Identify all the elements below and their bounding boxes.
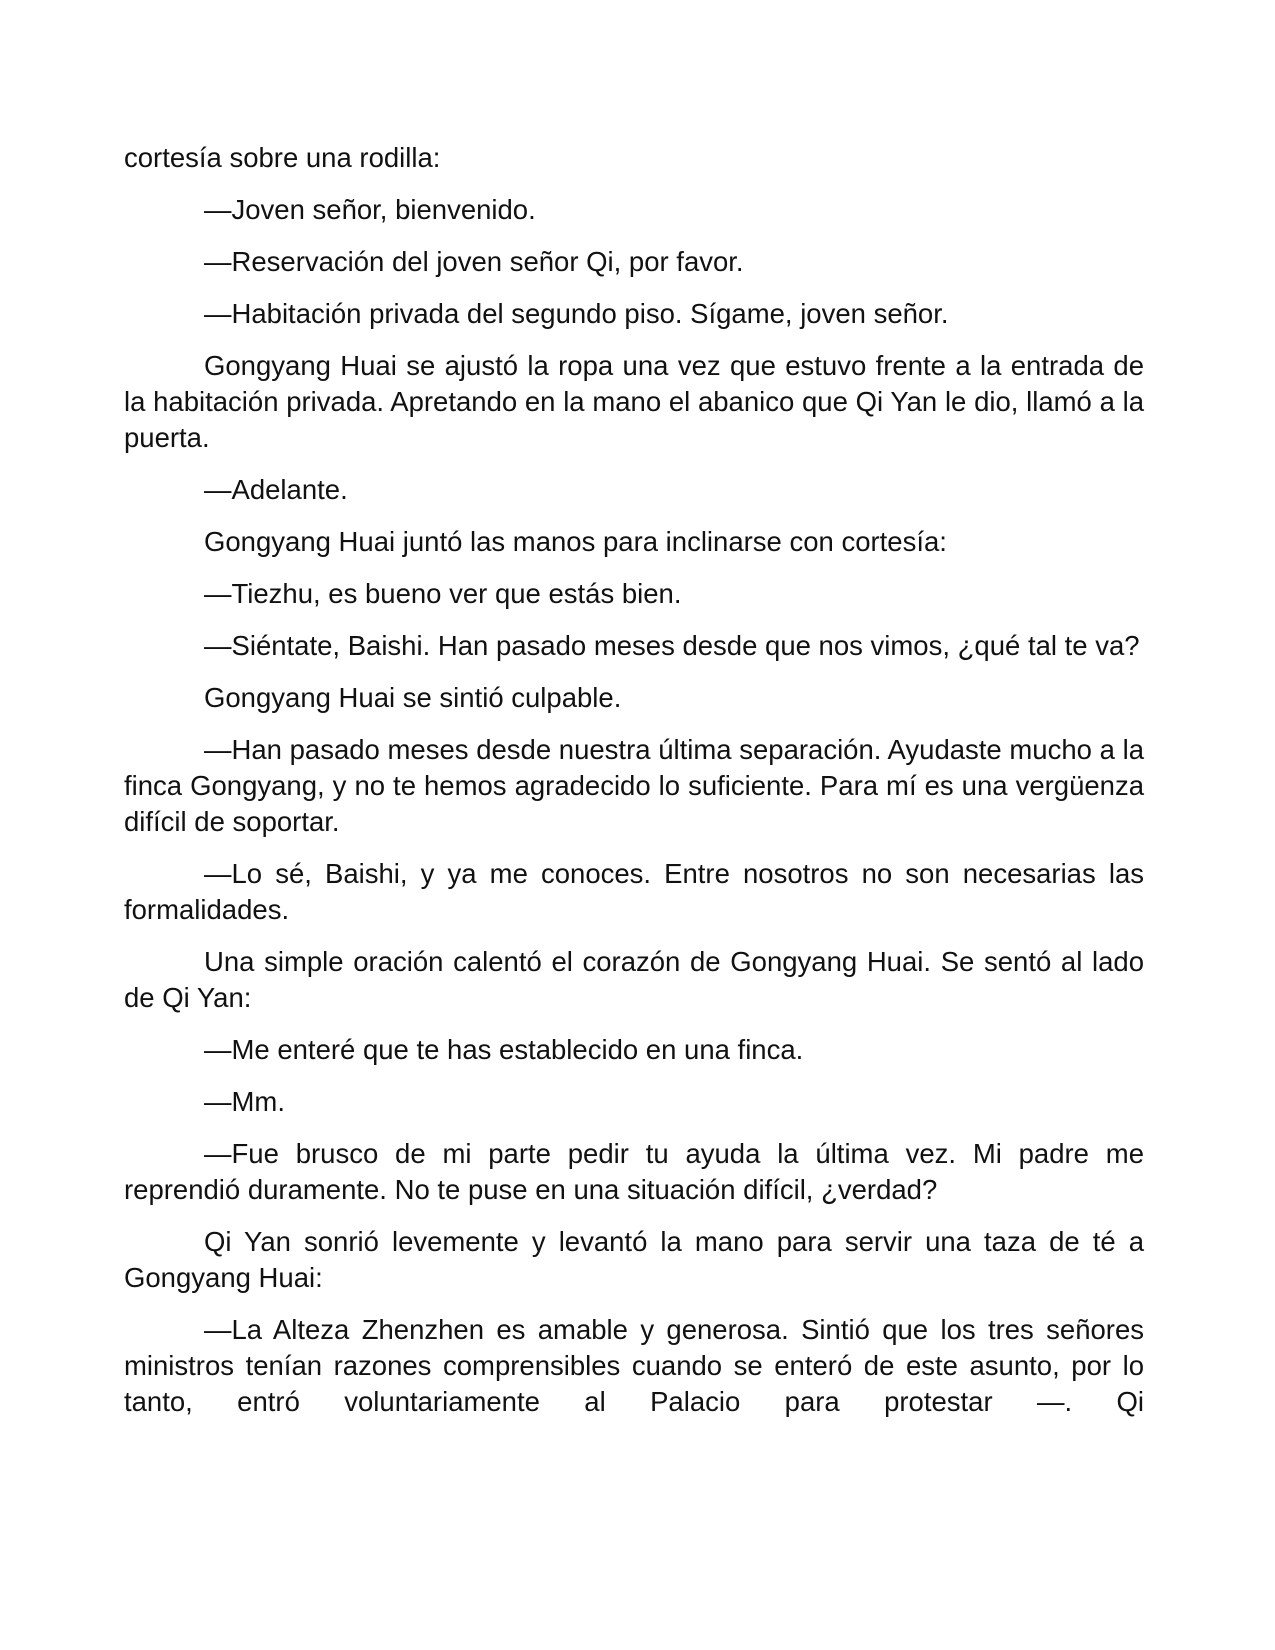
paragraph-2: —Joven señor, bienvenido.	[204, 194, 536, 225]
paragraph-15: —Mm.	[204, 1086, 285, 1117]
paragraph-5: Gongyang Huai se ajustó la ropa una vez que estuvo frente a la entrada de la habitación privada. Apretando en la mano el abanico que Qi Yan le dio, llamó a la puerta.	[124, 350, 1144, 453]
paragraph-8: —Tiezhu, es bueno ver que estás bien.	[204, 578, 682, 609]
paragraph-10: Gongyang Huai se sintió culpable.	[204, 682, 622, 713]
paragraph-3: —Reservación del joven señor Qi, por favor.	[204, 246, 744, 277]
paragraph-14: —Me enteré que te has establecido en una finca.	[204, 1034, 804, 1065]
paragraph-7: Gongyang Huai juntó las manos para inclinarse con cortesía:	[204, 526, 947, 557]
paragraph-12: —Lo sé, Baishi, y ya me conoces. Entre nosotros no son necesarias las formalidades.	[124, 858, 1144, 925]
paragraph-18: —La Alteza Zhenzhen es amable y generosa. Sintió que los tres señores ministros tenían razones comprensibles cuando se enteró de este asunto, por lo tanto, entró voluntariamente al Palacio para protestar —. Qi	[124, 1314, 1144, 1417]
paragraph-6: —Adelante.	[204, 474, 348, 505]
document-page	[124, 140, 1144, 1436]
paragraph-9: —Siéntate, Baishi. Han pasado meses desde que nos vimos, ¿qué tal te va?	[204, 630, 1140, 661]
paragraph-13: Una simple oración calentó el corazón de Gongyang Huai. Se sentó al lado de Qi Yan:	[124, 946, 1144, 1013]
paragraph-16: —Fue brusco de mi parte pedir tu ayuda la última vez. Mi padre me reprendió duramente. No te puse en una situación difícil, ¿verdad?	[124, 1138, 1144, 1205]
paragraph-4: —Habitación privada del segundo piso. Sígame, joven señor.	[204, 298, 949, 329]
paragraph-1: cortesía sobre una rodilla:	[124, 142, 441, 173]
paragraph-17: Qi Yan sonrió levemente y levantó la mano para servir una taza de té a Gongyang Huai:	[124, 1226, 1144, 1293]
paragraph-11: —Han pasado meses desde nuestra última separación. Ayudaste mucho a la finca Gongyang, y no te hemos agradecido lo suficiente. Para mí es una vergüenza difícil de soportar.	[124, 734, 1144, 837]
